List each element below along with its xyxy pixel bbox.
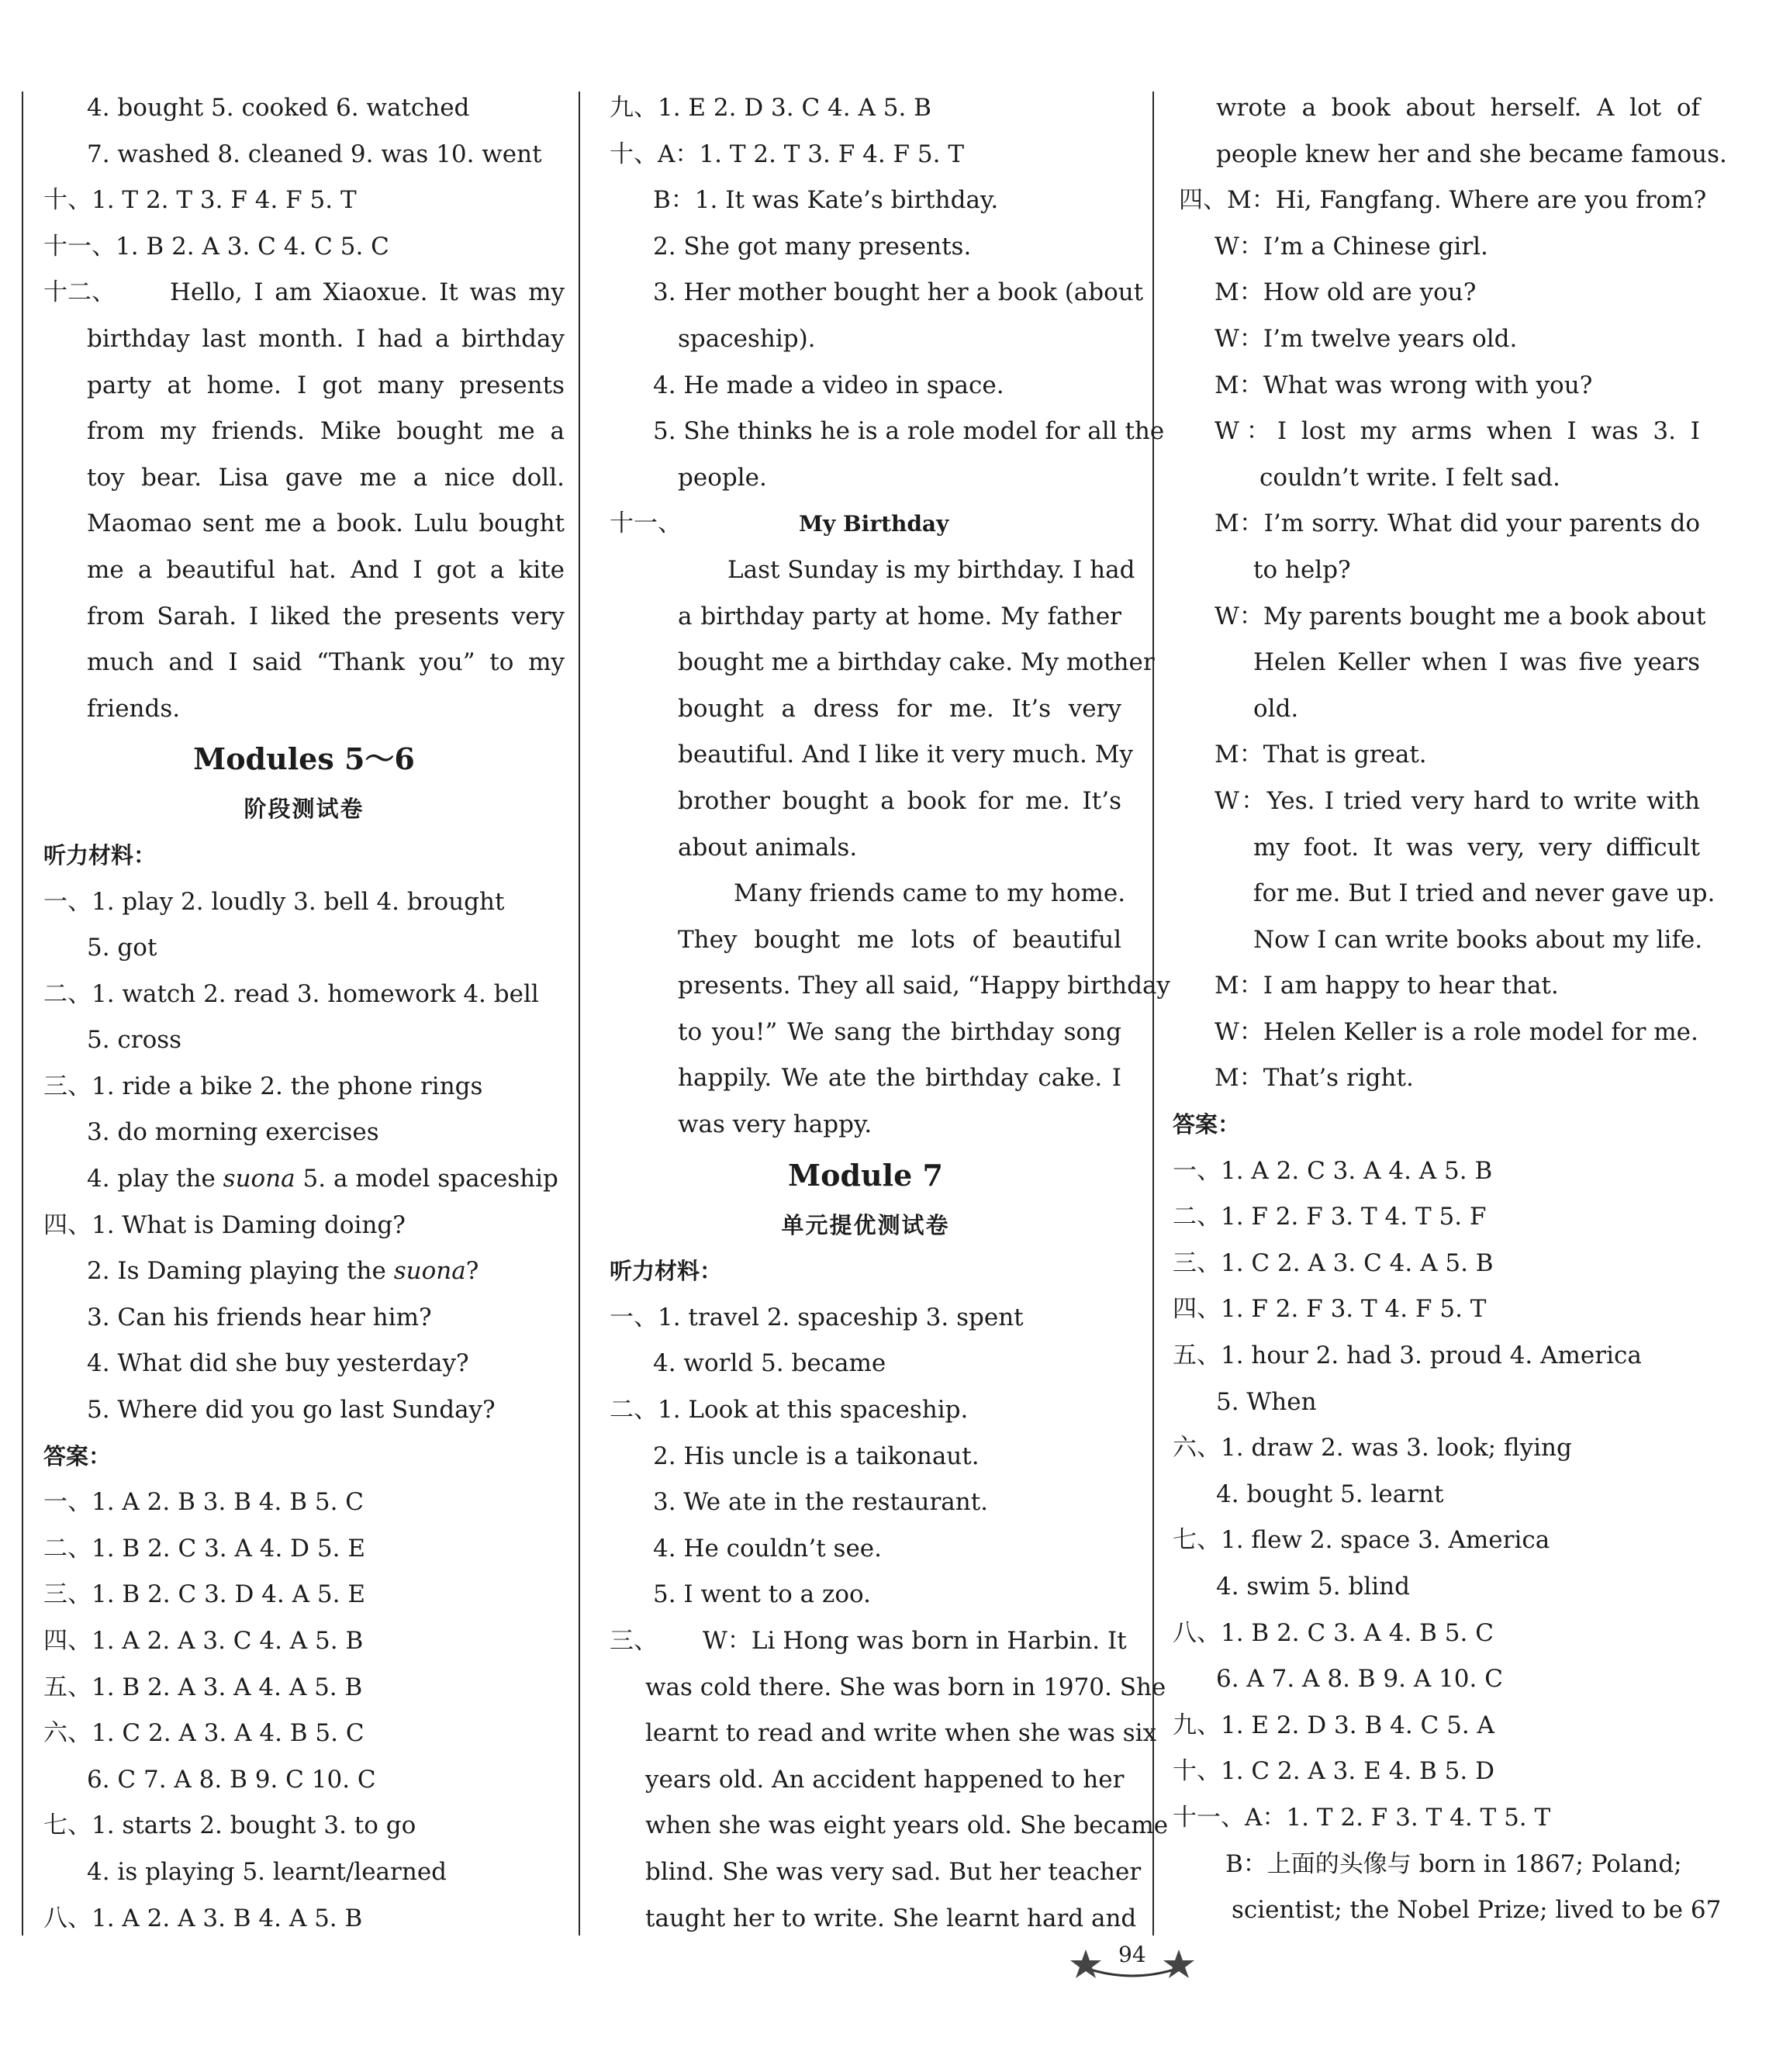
answer-line: 3. We ate in the restaurant. — [653, 1488, 989, 1517]
answer-line: 二、1. F 2. F 3. T 4. T 5. F — [1173, 1203, 1487, 1231]
answer-line: 十一、1. B 2. A 3. C 4. C 5. C — [43, 232, 389, 261]
column-divider-2 — [1152, 92, 1154, 1936]
answer-line: 三、1. B 2. C 3. D 4. A 5. E — [43, 1580, 365, 1609]
dialogue-line: couldn’t write. I felt sad. — [1259, 463, 1560, 492]
essay-line: bought me a birthday cake. My mother — [678, 648, 1155, 677]
essay-line: was very happy. — [678, 1110, 872, 1139]
passage-line: blind. She was very sad. But her teacher — [645, 1857, 1142, 1886]
composition-title-line — [610, 501, 1121, 547]
answer-line: 三、1. C 2. A 3. C 4. A 5. B — [1173, 1248, 1494, 1277]
dialogue-line: M：That’s right. — [1215, 1064, 1414, 1093]
passage-line: wrote a book about herself. A lot of — [1216, 94, 1700, 122]
dialogue-line — [610, 1618, 1127, 1665]
answer-line: 3. do morning exercises — [87, 1118, 379, 1147]
answer-line: 六、1. draw 2. was 3. look; flying — [1173, 1434, 1572, 1462]
answer-line: 4. play the suona 5. a model spaceship — [87, 1165, 558, 1193]
dialogue-line: Helen Keller when I was five years — [1253, 648, 1700, 677]
answer-line: 4. swim 5. blind — [1216, 1573, 1410, 1601]
answer-line: 一、1. travel 2. spaceship 3. spent — [610, 1303, 1024, 1331]
answer-line: 5. got — [87, 934, 157, 962]
answer-line: 五、1. hour 2. had 3. proud 4. America — [1173, 1342, 1642, 1370]
answer-line: 二、1. Look at this spaceship. — [610, 1396, 969, 1424]
passage-line: when she was eight years old. She became — [645, 1811, 1169, 1840]
dialogue-line: M：I am happy to hear that. — [1215, 972, 1559, 1000]
answer-line: 六、1. C 2. A 3. A 4. B 5. C — [43, 1719, 365, 1748]
dialogue-line: M：I’m sorry. What did your parents do — [1215, 509, 1700, 538]
answer-line: 2. She got many presents. — [653, 232, 972, 261]
essay-text: Hello, I am Xiaoxue. It was my — [170, 278, 565, 307]
answer-line: 4. He couldn’t see. — [653, 1534, 882, 1563]
answer-line: 四、1. What is Daming doing? — [43, 1210, 406, 1239]
answer-line: 一、1. play 2. loudly 3. bell 4. brought — [43, 887, 505, 916]
answer-line: 4. He made a video in space. — [653, 371, 1004, 399]
essay-line: Last Sunday is my birthday. I had — [727, 555, 1135, 584]
answer-line: 5. cross — [87, 1026, 182, 1055]
answer-line: 4. bought 5. cooked 6. watched — [87, 94, 470, 122]
section-title: Modules 5～6 — [193, 741, 415, 777]
essay-line: birthday last month. I had a birthday — [87, 324, 565, 353]
answer-line: 九、1. E 2. D 3. C 4. A 5. B — [610, 94, 931, 122]
dialogue-text: W：Li Hong was born in Harbin. It — [703, 1627, 1127, 1655]
answer-line: B：上面的头像与 born in 1867; Poland; — [1225, 1849, 1682, 1878]
dialogue-line: W：I’m twelve years old. — [1215, 324, 1518, 353]
answer-line: 八、1. B 2. C 3. A 4. B 5. C — [1173, 1618, 1494, 1647]
essay-line: party at home. I got many presents — [87, 371, 565, 399]
essay-line: They bought me lots of beautiful — [678, 925, 1121, 954]
dialogue-line: W：I’m a Chinese girl. — [1215, 232, 1488, 261]
answers-heading: 答案： — [43, 1442, 112, 1469]
answer-line: 十、1. C 2. A 3. E 4. B 5. D — [1173, 1757, 1494, 1786]
answers-heading: 答案： — [1173, 1111, 1241, 1138]
answer-line: 七、1. starts 2. bought 3. to go — [43, 1811, 416, 1840]
column-divider-1 — [579, 92, 580, 1936]
answer-line: 十、1. T 2. T 3. F 4. F 5. T — [43, 186, 357, 215]
answer-line: 2. His uncle is a taikonaut. — [653, 1442, 980, 1470]
answer-line: 二、1. watch 2. read 3. homework 4. bell — [43, 979, 539, 1008]
dialogue-line: M：That is great. — [1215, 741, 1427, 769]
essay-line: bought a dress for me. It’s very — [678, 694, 1121, 723]
section-label: 十二、 — [43, 278, 116, 307]
dialogue-line: M：How old are you? — [1215, 278, 1477, 307]
answer-line: spaceship). — [678, 324, 816, 353]
answer-line: 八、1. A 2. A 3. B 4. A 5. B — [43, 1904, 363, 1932]
section-title: Module 7 — [788, 1157, 943, 1193]
dialogue-line: 四、M：Hi, Fangfang. Where are you from? — [1179, 186, 1707, 215]
answer-line: 十一、A：1. T 2. F 3. T 4. T 5. T — [1173, 1803, 1551, 1832]
passage-line: years old. An accident happened to her — [645, 1765, 1125, 1794]
essay-line: much and I said “Thank you” to my — [87, 648, 565, 677]
column-divider-left — [22, 92, 23, 1936]
page-footer — [0, 1939, 1776, 1985]
answer-line: B：1. It was Kate’s birthday. — [653, 186, 999, 215]
answer-line: 4. bought 5. learnt — [1216, 1480, 1444, 1508]
answer-line: 6. A 7. A 8. B 9. A 10. C — [1216, 1665, 1503, 1694]
essay-line: beautiful. And I like it very much. My — [678, 741, 1133, 769]
passage-line: was cold there. She was born in 1970. She — [645, 1673, 1166, 1701]
section-label: 三、 — [610, 1627, 658, 1655]
essay-line: brother bought a book for me. It’s — [678, 786, 1121, 815]
composition-title: My Birthday — [799, 511, 949, 537]
dialogue-line: Now I can write books about my life. — [1253, 925, 1703, 954]
listening-heading: 听力材料： — [610, 1258, 723, 1285]
answer-line: 5. Where did you go last Sunday? — [87, 1396, 496, 1424]
essay-line: a birthday party at home. My father — [678, 602, 1121, 630]
answer-line: 4. is playing 5. learnt/learned — [87, 1857, 447, 1886]
answer-line: 四、1. A 2. A 3. C 4. A 5. B — [43, 1627, 364, 1655]
answer-line: 6. C 7. A 8. B 9. C 10. C — [87, 1765, 376, 1794]
italic-word: suona — [393, 1257, 466, 1286]
essay-line: to you!” We sang the birthday song — [678, 1017, 1121, 1046]
answer-line: 2. Is Daming playing the suona? — [87, 1257, 479, 1286]
dialogue-line: old. — [1253, 694, 1299, 723]
essay-line: friends. — [87, 694, 181, 723]
answer-line: 3. Her mother bought her a book (about — [653, 278, 1144, 307]
essay-line: happily. We ate the birthday cake. I — [678, 1064, 1121, 1093]
answer-line: scientist; the Nobel Prize; lived to be 67 — [1232, 1896, 1722, 1925]
page-number: 94 — [1118, 1942, 1146, 1967]
answer-line: 一、1. A 2. B 3. B 4. B 5. C — [43, 1488, 365, 1517]
dialogue-line: W：My parents bought me a book about — [1215, 602, 1706, 630]
essay-line: Many friends came to my home. — [734, 879, 1126, 908]
answer-line: 四、1. F 2. F 3. T 4. F 5. T — [1173, 1295, 1487, 1324]
listening-heading: 听力材料： — [43, 841, 157, 869]
passage-line: people knew her and she became famous. — [1216, 140, 1727, 168]
answer-line: 二、1. B 2. C 3. A 4. D 5. E — [43, 1534, 365, 1563]
dialogue-line: to help? — [1253, 555, 1351, 584]
answer-line: 五、1. B 2. A 3. A 4. A 5. B — [43, 1673, 363, 1701]
passage-line: taught her to write. She learnt hard and — [645, 1904, 1137, 1932]
answer-line: people. — [678, 463, 767, 492]
answer-line: 十、A：1. T 2. T 3. F 4. F 5. T — [610, 140, 965, 168]
dialogue-line: W：I lost my arms when I was 3. I — [1215, 417, 1700, 446]
essay-line: from my friends. Mike bought me a — [87, 417, 565, 446]
answer-line: 一、1. A 2. C 3. A 4. A 5. B — [1173, 1156, 1493, 1185]
essay-line: presents. They all said, “Happy birthday — [678, 972, 1170, 1000]
answer-line: 7. washed 8. cleaned 9. was 10. went — [87, 140, 542, 168]
essay-line: toy bear. Lisa gave me a nice doll. — [87, 463, 565, 492]
section-subtitle: 阶段测试卷 — [244, 796, 365, 823]
dialogue-line: my foot. It was very, very difficult — [1253, 833, 1700, 862]
essay-line — [43, 270, 565, 316]
section-subtitle: 单元提优测试卷 — [781, 1211, 950, 1238]
answer-line: 5. She thinks he is a role model for all the — [653, 417, 1165, 446]
answer-line: 5. I went to a zoo. — [653, 1580, 871, 1609]
section-label: 十一、 — [610, 509, 682, 538]
answer-line: 4. What did she buy yesterday? — [87, 1349, 469, 1378]
answer-line: 三、1. ride a bike 2. the phone rings — [43, 1072, 483, 1100]
answer-line: 3. Can his friends hear him? — [87, 1303, 432, 1331]
answer-line: 5. When — [1216, 1387, 1317, 1416]
column-1 — [43, 85, 565, 1942]
dialogue-line: M：What was wrong with you? — [1215, 371, 1593, 399]
italic-word: suona — [223, 1165, 295, 1193]
essay-line: Maomao sent me a book. Lulu bought — [87, 509, 565, 538]
dialogue-line: W：Helen Keller is a role model for me. — [1215, 1017, 1698, 1046]
column-3 — [1173, 85, 1727, 1934]
dialogue-line: for me. But I tried and never gave up. — [1253, 879, 1716, 908]
answer-line: 七、1. flew 2. space 3. America — [1173, 1526, 1550, 1555]
column-2 — [610, 85, 1170, 1942]
essay-line: from Sarah. I liked the presents very — [87, 602, 565, 630]
dialogue-line: W：Yes. I tried very hard to write with — [1215, 786, 1700, 815]
essay-line: about animals. — [678, 833, 858, 862]
answer-line: 九、1. E 2. D 3. B 4. C 5. A — [1173, 1711, 1494, 1739]
answer-line: 4. world 5. became — [653, 1349, 886, 1378]
essay-line: me a beautiful hat. And I got a kite — [87, 555, 565, 584]
passage-line: learnt to read and write when she was six — [645, 1719, 1157, 1748]
